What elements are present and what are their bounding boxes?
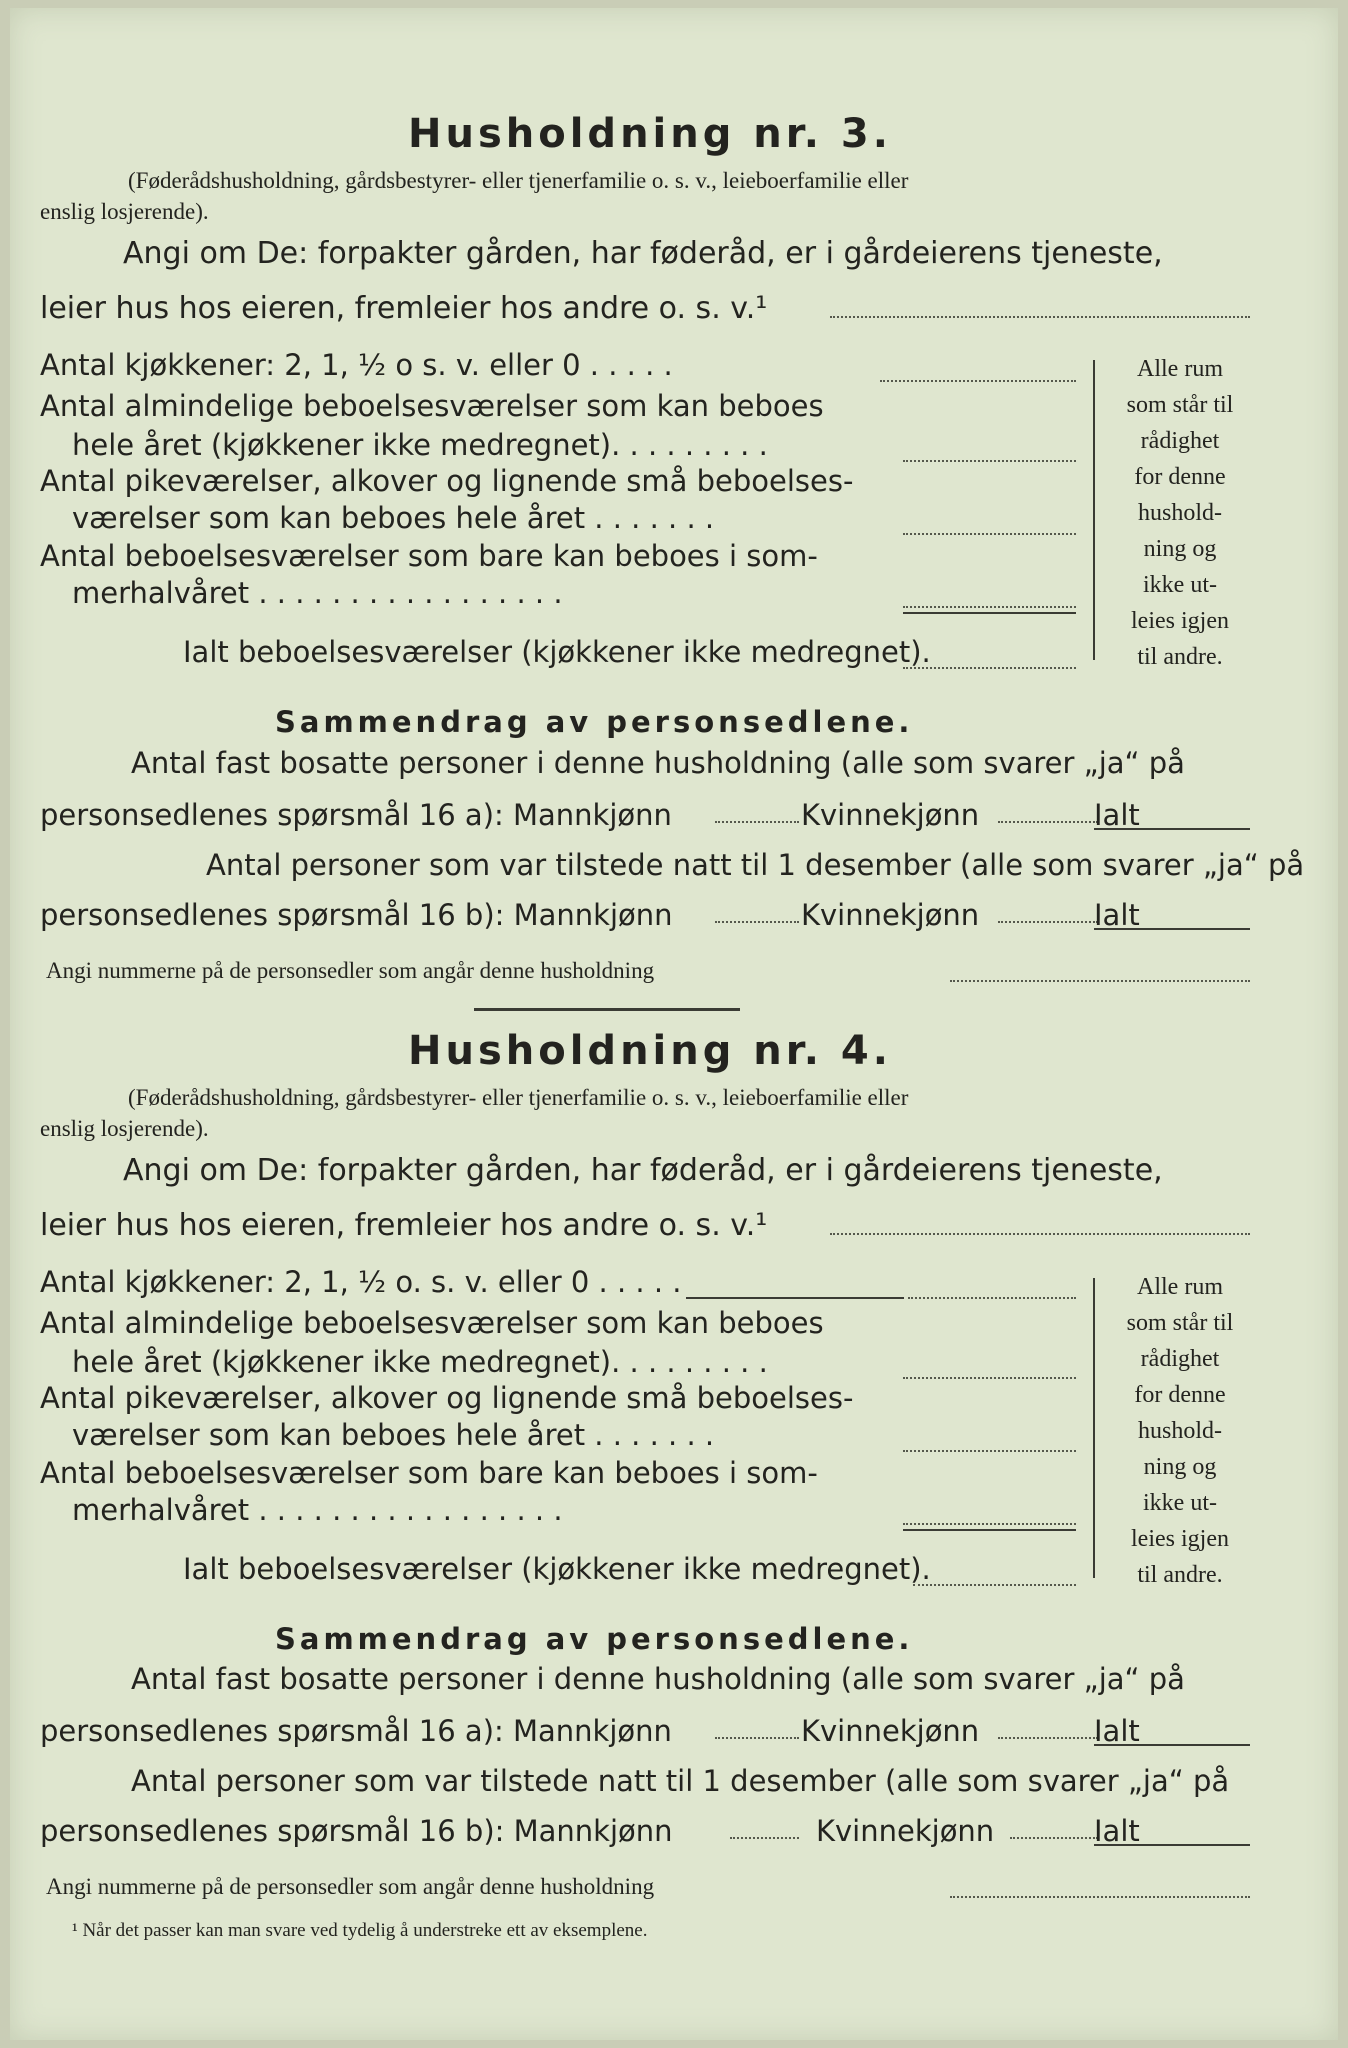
present-total-field[interactable] <box>1094 1844 1250 1846</box>
summer-rooms-label-1: Antal beboelsesværelser som bare kan beboes i som- <box>40 539 818 573</box>
maid-rooms-answer-field[interactable] <box>903 533 1076 535</box>
resident-female-field[interactable] <box>998 821 1098 823</box>
rooms-note: Alle rum som står til rådighet for denne hushold- ning og ikke ut- leies igjen til andre. <box>1126 356 1234 670</box>
total-rooms-answer-field[interactable] <box>903 667 1076 669</box>
ordinary-rooms-label-1: Antal almindelige beboelsesværelser som kan beboes <box>40 389 824 423</box>
household-intro-line2: enslig losjerende). <box>40 199 209 224</box>
resident-count-prefix: personsedlenes spørsmål 16 a): Mannkjønn <box>40 798 672 832</box>
tenure-answer-field[interactable] <box>830 1233 1250 1235</box>
note-bracket-line <box>1093 1278 1095 1578</box>
ordinary-rooms-answer-field[interactable] <box>903 460 1076 462</box>
resident-count-line1: Antal fast bosatte personer i denne husholdning (alle som svarer „ja“ på <box>131 1662 1185 1696</box>
resident-male-field[interactable] <box>715 821 799 823</box>
ordinary-rooms-label-2: hele året (kjøkkener ikke medregnet). . . . . . . . . <box>72 428 768 462</box>
household-title: Husholdning nr. 3. <box>408 111 892 157</box>
resident-total-label: Ialt <box>1094 798 1140 832</box>
tenure-answer-field[interactable] <box>830 316 1250 318</box>
present-count-line1: Antal personer som var tilstede natt til 1 desember (alle som svarer „ja“ på <box>206 848 1305 882</box>
present-count-prefix: personsedlenes spørsmål 16 b): Mannkjønn <box>40 898 673 932</box>
ordinary-rooms-label-1: Antal almindelige beboelsesværelser som kan beboes <box>40 1306 824 1340</box>
resident-count-line1: Antal fast bosatte personer i denne husholdning (alle som svarer „ja“ på <box>131 746 1185 780</box>
summary-title: Sammendrag av personsedlene. <box>275 705 914 739</box>
household-intro-line1: (Føderådshusholdning, gårdsbestyrer- eller tjenerfamilie o. s. v., leieboerfamilie eller <box>128 168 909 193</box>
numbers-answer-field[interactable] <box>950 980 1250 982</box>
present-total-label: Ialt <box>1094 1814 1140 1848</box>
tenure-question-line2: leier hus hos eieren, fremleier hos andre o. s. v.¹ <box>40 1208 768 1243</box>
maid-rooms-label-1: Antal pikeværelser, alkover og lignende små beboelses- <box>40 1381 854 1415</box>
present-count-line1: Antal personer som var tilstede natt til 1 desember (alle som svarer „ja“ på <box>131 1764 1230 1798</box>
kitchens-answer-field[interactable] <box>880 380 1076 382</box>
present-female-label: Kvinnekjønn <box>816 1814 995 1848</box>
present-total-field[interactable] <box>1094 928 1250 930</box>
tenure-question-line1: Angi om De: forpakter gården, har føderåd, er i gårdeierens tjeneste, <box>123 236 1163 271</box>
present-count-prefix: personsedlenes spørsmål 16 b): Mannkjønn <box>40 1814 673 1848</box>
rooms-note: Alle rum som står til rådighet for denne hushold- ning og ikke ut- leies igjen til andre. <box>1126 1274 1234 1588</box>
household-intro-line2: enslig losjerende). <box>40 1116 209 1141</box>
ordinary-rooms-label-2: hele året (kjøkkener ikke medregnet). . . . . . . . . <box>72 1345 768 1379</box>
kitchens-underline <box>686 1297 904 1299</box>
numbers-answer-field[interactable] <box>950 1896 1250 1898</box>
numbers-label: Angi nummerne på de personsedler som angår denne husholdning <box>46 958 655 983</box>
resident-male-field[interactable] <box>715 1737 799 1739</box>
numbers-label: Angi nummerne på de personsedler som angår denne husholdning <box>46 1874 655 1899</box>
resident-total-field[interactable] <box>1094 1744 1250 1746</box>
resident-total-field[interactable] <box>1094 828 1250 830</box>
resident-total-label: Ialt <box>1094 1714 1140 1748</box>
summer-rooms-label-2: merhalvåret . . . . . . . . . . . . . . . . . <box>72 1493 563 1527</box>
total-rooms-answer-field[interactable] <box>913 1584 1076 1586</box>
kitchens-answer-field[interactable] <box>908 1297 1076 1299</box>
household-title: Husholdning nr. 4. <box>408 1028 892 1074</box>
resident-female-field[interactable] <box>998 1737 1098 1739</box>
household-intro-line1: (Føderådshusholdning, gårdsbestyrer- eller tjenerfamilie o. s. v., leieboerfamilie eller <box>128 1085 909 1110</box>
summer-rooms-underline <box>903 612 1076 614</box>
kitchens-label: Antal kjøkkener: 2, 1, ½ o. s. v. eller 0 . . . . . <box>40 1265 682 1299</box>
summer-rooms-answer-field[interactable] <box>903 1523 1076 1525</box>
present-female-label: Kvinnekjønn <box>801 898 980 932</box>
footnote: ¹ Når det passer kan man svare ved tydelig å understreke ett av eksemplene. <box>72 1920 648 1941</box>
maid-rooms-label-2: værelser som kan beboes hele året . . . . . . . <box>72 1418 715 1452</box>
summer-rooms-label-1: Antal beboelsesværelser som bare kan beboes i som- <box>40 1456 818 1490</box>
present-female-field[interactable] <box>998 921 1098 923</box>
ordinary-rooms-answer-field[interactable] <box>903 1377 1076 1379</box>
tenure-question-line2: leier hus hos eieren, fremleier hos andre o. s. v.¹ <box>40 291 768 326</box>
section-divider <box>474 1008 740 1011</box>
summer-rooms-underline <box>903 1529 1076 1531</box>
maid-rooms-label-2: værelser som kan beboes hele året . . . . . . . <box>72 501 715 535</box>
summer-rooms-label-2: merhalvåret . . . . . . . . . . . . . . . . . <box>72 576 563 610</box>
resident-female-label: Kvinnekjønn <box>801 798 980 832</box>
maid-rooms-answer-field[interactable] <box>903 1450 1076 1452</box>
resident-female-label: Kvinnekjønn <box>801 1714 980 1748</box>
present-male-field[interactable] <box>715 921 799 923</box>
total-rooms-label: Ialt beboelsesværelser (kjøkkener ikke medregnet). <box>183 1552 931 1586</box>
summary-title: Sammendrag av personsedlene. <box>275 1622 914 1656</box>
total-rooms-label: Ialt beboelsesværelser (kjøkkener ikke medregnet). <box>183 635 931 669</box>
present-male-field[interactable] <box>730 1837 799 1839</box>
census-form-page <box>10 8 1338 2040</box>
note-bracket-line <box>1093 360 1095 660</box>
maid-rooms-label-1: Antal pikeværelser, alkover og lignende små beboelses- <box>40 464 854 498</box>
kitchens-label: Antal kjøkkener: 2, 1, ½ o s. v. eller 0 . . . . . <box>40 348 673 382</box>
present-female-field[interactable] <box>1010 1837 1098 1839</box>
resident-count-prefix: personsedlenes spørsmål 16 a): Mannkjønn <box>40 1714 672 1748</box>
present-total-label: Ialt <box>1094 898 1140 932</box>
tenure-question-line1: Angi om De: forpakter gården, har føderåd, er i gårdeierens tjeneste, <box>123 1153 1163 1188</box>
summer-rooms-answer-field[interactable] <box>903 606 1076 608</box>
